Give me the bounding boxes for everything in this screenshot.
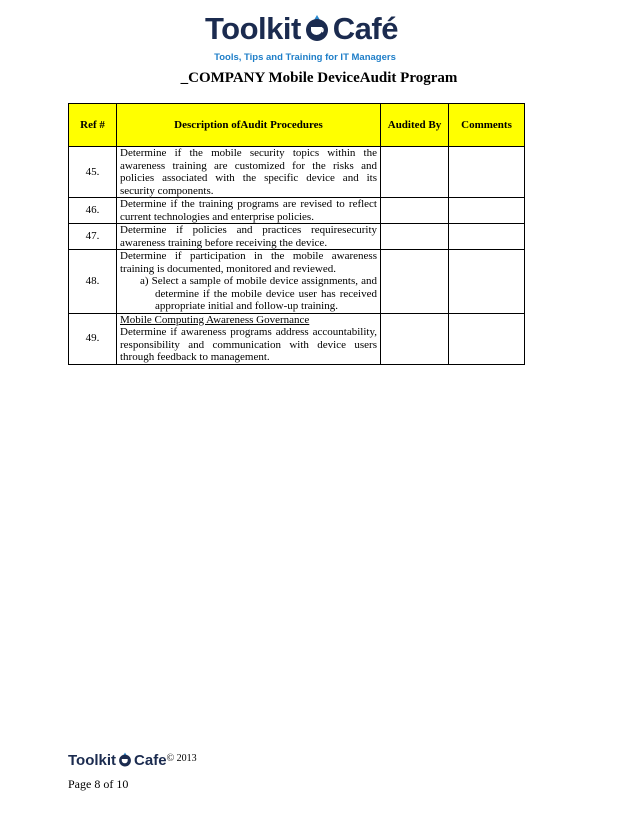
- page-number: Page 8 of 10: [68, 777, 129, 791]
- comments-cell[interactable]: [449, 147, 525, 198]
- header-logo: [205, 12, 405, 64]
- row-ref: 47.: [69, 224, 117, 250]
- table-row: [69, 147, 525, 198]
- table-row: [69, 250, 525, 314]
- coffee-cup-icon: [118, 752, 132, 772]
- document-title: _COMPANY Mobile DeviceAudit Program: [180, 70, 458, 86]
- comments-cell[interactable]: [449, 198, 525, 224]
- footer-logo: [68, 752, 208, 774]
- table-row: [69, 224, 525, 250]
- footer-logo-left: Toolkit: [68, 752, 117, 769]
- row-heading: Mobile Computing Awareness Governance: [120, 313, 310, 326]
- logo-left-word: Toolkit: [205, 11, 301, 46]
- table-row: [69, 198, 525, 224]
- logo-right-word: Café: [332, 11, 398, 46]
- row-ref: 46.: [69, 198, 117, 224]
- table-header-row: [69, 104, 525, 147]
- audited-by-cell[interactable]: [381, 224, 449, 250]
- logo-wordmark: [205, 12, 405, 49]
- row-description: Determine if policies and practices requiresecurity awareness training before receiving the device.: [117, 224, 381, 250]
- audit-table: [68, 103, 525, 365]
- footer-logo-right: Cafe: [134, 752, 167, 769]
- header-description: Description ofAudit Procedures: [117, 104, 381, 147]
- audited-by-cell[interactable]: [381, 313, 449, 364]
- header-audited-by: Audited By: [381, 104, 449, 147]
- table-row: [69, 313, 525, 364]
- comments-cell[interactable]: [449, 250, 525, 314]
- row-ref: 49.: [69, 313, 117, 364]
- row-subitem: a) Select a sample of mobile device assignments, and determine if the mobile device user has received appropriate initial and follow-up training.: [140, 275, 377, 312]
- row-description-text: Determine if awareness programs address accountability, responsibility and communication with device users through feedback to management.: [120, 326, 377, 363]
- comments-cell[interactable]: [449, 224, 525, 250]
- coffee-cup-icon: [304, 14, 330, 49]
- row-ref: 45.: [69, 147, 117, 198]
- header-comments: Comments: [449, 104, 525, 147]
- copyright-notice: © 2013: [166, 753, 197, 764]
- row-description: [117, 250, 381, 314]
- row-description-text: Determine if participation in the mobile awareness training is documented, monitored and reviewed.: [120, 250, 377, 275]
- header-ref: Ref #: [69, 104, 117, 147]
- row-ref: 48.: [69, 250, 117, 314]
- comments-cell[interactable]: [449, 313, 525, 364]
- row-description: Determine if the mobile security topics within the awareness training are customized for the risks and policies associated with the specific device and its security components.: [117, 147, 381, 198]
- row-description: [117, 313, 381, 364]
- audited-by-cell[interactable]: [381, 147, 449, 198]
- audited-by-cell[interactable]: [381, 198, 449, 224]
- footer-wordmark: [68, 752, 167, 769]
- row-description: Determine if the training programs are revised to reflect current technologies and enterprise policies.: [117, 198, 381, 224]
- logo-tagline: Tools, Tips and Training for IT Managers: [214, 52, 396, 63]
- audited-by-cell[interactable]: [381, 250, 449, 314]
